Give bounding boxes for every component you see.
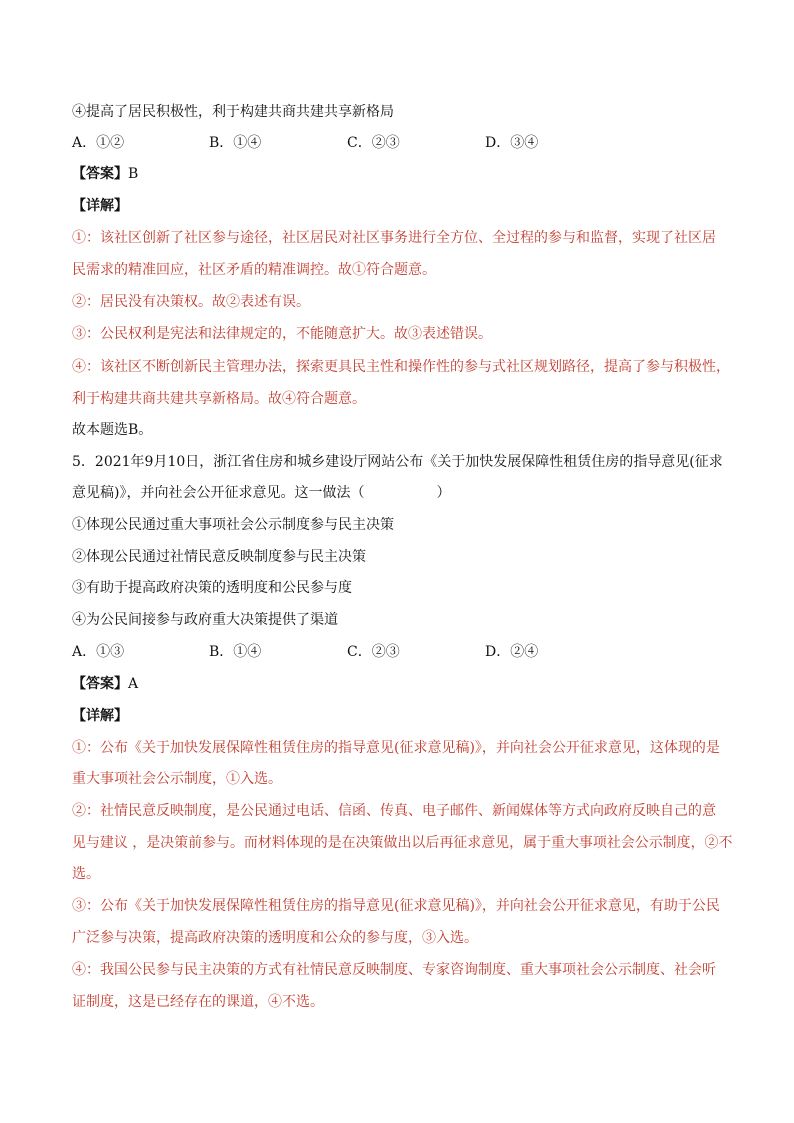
q5-detail-line: ①：公布《关于加快发展保障性租赁住房的指导意见(征求意见稿)》，并向社会公开征求意见，这体现的是	[72, 740, 720, 756]
q5-option-2: ②体现公民通过社情民意反映制度参与民主决策	[72, 549, 366, 565]
q5-answer-value: A	[128, 676, 139, 692]
q5-detail-line: 重大事项社会公示制度，①入选。	[72, 771, 282, 787]
q5-detail-line: 选。	[72, 866, 100, 882]
q4-answer	[72, 164, 138, 184]
q5-stem-close: ）	[436, 485, 451, 501]
q5-choice-a: A．①③	[72, 644, 125, 660]
q5-detail-line: ④：我国公民参与民主决策的方式有社情民意反映制度、专家咨询制度、重大事项社会公示制度、社会听	[72, 962, 716, 978]
q4-choice-a: A．①②	[72, 135, 125, 151]
q5-choice-b: B．①④	[209, 644, 262, 660]
q5-detail-line: ③：公布《关于加快发展保障性租赁住房的指导意见(征求意见稿)》，并向社会公开征求意见，有助于公民	[72, 898, 720, 914]
q4-answer-label: 【答案】	[72, 166, 128, 182]
q4-detail-line: ③：公民权利是宪法和法律规定的，不能随意扩大。故③表述错误。	[72, 326, 492, 342]
q5-option-1: ①体现公民通过重大事项社会公示制度参与民主决策	[72, 517, 394, 533]
q4-option-4: ④提高了居民积极性，利于构建共商共建共享新格局	[72, 104, 394, 120]
q5-stem-text: 意见稿)》，并向社会公开征求意见。这一做法（	[72, 485, 365, 501]
q5-stem-line-1: 5．2021年9月10日，浙江省住房和城乡建设厅网站公布《关于加快发展保障性租赁住房的指导意见(征求	[72, 454, 723, 470]
q5-detail-line: 证制度，这是已经存在的课道，④不选。	[72, 994, 324, 1010]
q5-answer-label: 【答案】	[72, 676, 128, 692]
q4-answer-value: B	[128, 166, 139, 182]
q5-stem-line-2	[72, 483, 450, 503]
q4-detail-line: ②：居民没有决策权。故②表述有误。	[72, 294, 310, 310]
q4-choice-d: D．③④	[485, 135, 539, 151]
q4-choice-c: C．②③	[347, 135, 400, 151]
q5-detail-line: ②：社情民意反映制度，是公民通过电话、信函、传真、电子邮件、新闻媒体等方式向政府反映自己的意	[72, 803, 716, 819]
q4-conclusion: 故本题选B。	[72, 422, 153, 438]
q5-detail-line: 见与建议 ，是决策前参与。而材料体现的是在决策做出以后再征求意见，属于重大事项社会公示制度，②不	[72, 835, 733, 851]
q4-detail-line: 民需求的精准回应，社区矛盾的精准调控。故①符合题意。	[72, 262, 436, 278]
q4-detail-line: 利于构建共商共建共享新格局。故④符合题意。	[72, 391, 366, 407]
q5-detail-label: 【详解】	[72, 708, 128, 724]
q4-detail-line: ①：该社区创新了社区参与途径，社区居民对社区事务进行全方位、全过程的参与和监督，实现了社区居	[72, 230, 716, 246]
q5-choice-c: C．②③	[347, 644, 400, 660]
q5-option-4: ④为公民间接参与政府重大决策提供了渠道	[72, 612, 338, 628]
q4-detail-line: ④：该社区不断创新民主管理办法，探索更具民主性和操作性的参与式社区规划路径，提高了参与积极性，	[72, 359, 730, 375]
q5-answer	[72, 674, 138, 694]
q4-detail-label: 【详解】	[72, 198, 128, 214]
q5-choice-d: D．②④	[485, 644, 539, 660]
q4-choice-b: B．①④	[209, 135, 262, 151]
q5-option-3: ③有助于提高政府决策的透明度和公民参与度	[72, 580, 352, 596]
q5-detail-line: 广泛参与决策，提高政府决策的透明度和公众的参与度，③入选。	[72, 930, 478, 946]
